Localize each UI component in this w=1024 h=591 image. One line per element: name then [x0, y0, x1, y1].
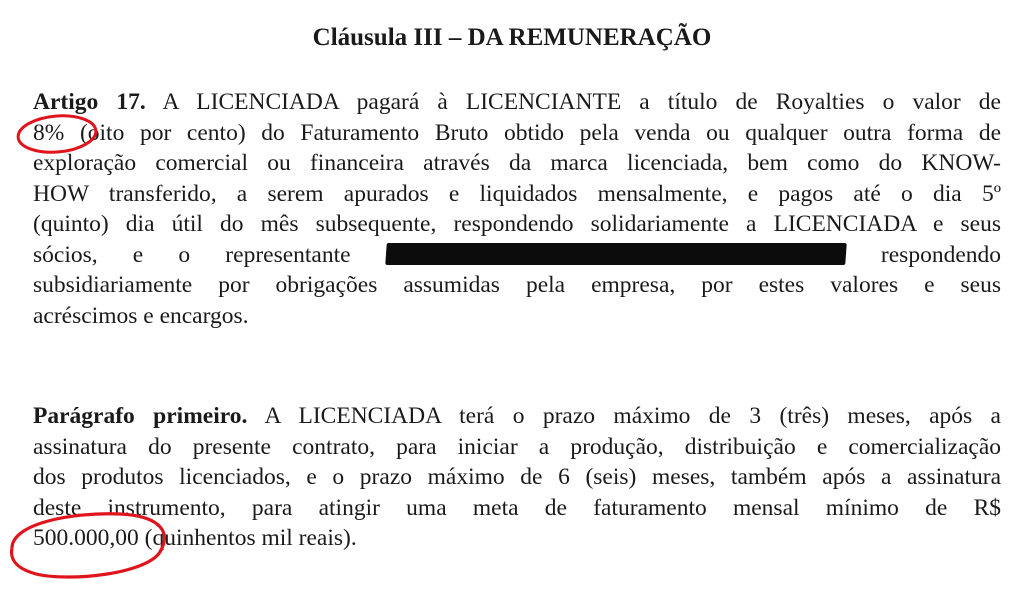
article-line-redacted: sócios, e o representante respondendo: [33, 241, 1001, 268]
article-line: exploração comercial ou financeira através da marca licenciada, bem como do KNOW-: [33, 150, 1001, 176]
article-17-paragraph: [33, 87, 1001, 331]
paragraph-line: Parágrafo primeiro. A LICENCIADA terá o prazo máximo de 3 (três) meses, após a: [33, 403, 1001, 429]
paragraph-line: deste instrumento, para atingir uma meta de faturamento mensal mínimo de R$: [33, 494, 1001, 521]
paragraph-label: Parágrafo primeiro.: [33, 403, 248, 429]
article-label: Artigo 17.: [33, 89, 146, 115]
redaction-bar: [385, 243, 847, 265]
article-line: subsidiariamente por obrigações assumidas pela empresa, por estes valores e seus: [33, 272, 1001, 298]
paragraph-primeiro: [33, 401, 1001, 554]
article-line: acréscimos e encargos.: [33, 302, 249, 329]
article-line: Artigo 17. A LICENCIADA pagará à LICENCIANTE a título de Royalties o valor de: [33, 89, 1001, 115]
clause-heading: Cláusula III – DA REMUNERAÇÃO: [312, 24, 712, 51]
paragraph-line: dos produtos licenciados, e o prazo máximo de 6 (seis) meses, também após a assinatura: [33, 464, 1001, 490]
paragraph-line: assinatura do presente contrato, para iniciar a produção, distribuição e comercialização: [33, 433, 1001, 460]
article-line: 8% (oito por cento) do Faturamento Bruto obtido pela venda ou qualquer outra forma de: [33, 119, 1001, 146]
paragraph-line: 500.000,00 (quinhentos mil reais).: [33, 525, 357, 551]
article-line: HOW transferido, a serem apurados e liquidados mensalmente, e pagos até o dia 5º: [33, 180, 1001, 207]
article-line: (quinto) dia útil do mês subsequente, respondendo solidariamente a LICENCIADA e seus: [33, 211, 1001, 237]
